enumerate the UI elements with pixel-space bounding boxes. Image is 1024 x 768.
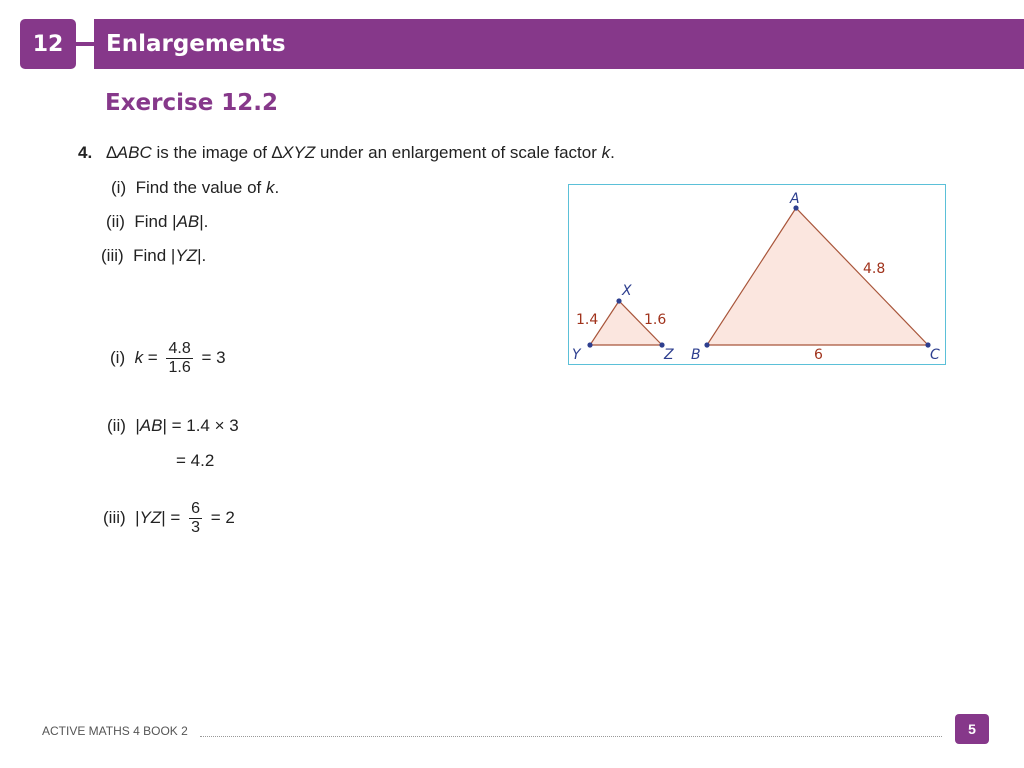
part-ii (106, 212, 208, 232)
fraction-denominator: 3 (191, 519, 200, 536)
vertex-label-x: X (622, 283, 632, 299)
side-label-xy: 1.4 (576, 312, 599, 328)
fraction (189, 500, 202, 537)
part-end: |. (199, 212, 209, 231)
solution-lhs: k (134, 347, 144, 367)
header-connector (76, 42, 94, 46)
part-text: Find the value of (135, 178, 262, 197)
vertex-dot-x (616, 298, 621, 303)
question-tail: is the image of (156, 143, 268, 162)
page-number: 5 (955, 714, 989, 744)
chapter-title: Enlargements (106, 31, 286, 57)
triangle-xyz: XYZ (282, 143, 316, 162)
question-number: 4. (78, 143, 93, 162)
triangle-symbol: ∆ (271, 143, 283, 162)
vertex-label-y: Y (572, 347, 581, 363)
part-i (111, 178, 279, 198)
question-tail2: under an enlargement of scale factor (319, 143, 597, 162)
solution-lhs: AB (139, 416, 163, 435)
exercise-title: Exercise 12.2 (105, 90, 279, 116)
part-label: (i) (111, 178, 127, 197)
solution-eq: = (170, 507, 181, 527)
part-label: (iii) (101, 246, 124, 265)
part-text: Find | (134, 212, 177, 231)
solution-eq: = (147, 347, 158, 367)
fraction-denominator: 1.6 (168, 359, 191, 376)
side-label-xz: 1.6 (644, 312, 667, 328)
solution-ii: (ii) |AB| = 1.4 × 3 (107, 416, 239, 435)
solution-iii: (iii) |YZ| = $\frac{6}{3}$ = 2 (103, 500, 235, 536)
solution-lhs: YZ (139, 507, 162, 527)
solution-ii-result: = 4.2 (176, 451, 215, 470)
triangles-svg (569, 185, 944, 363)
part-end: |. (197, 246, 207, 265)
triangle-abc: ABC (116, 143, 152, 162)
fraction-numerator: 4.8 (168, 340, 191, 357)
part-text: Find | (133, 246, 176, 265)
solution-label: (i) (110, 347, 126, 367)
part-label: (ii) (106, 212, 125, 231)
solution-expr: = 1.4 × 3 (171, 416, 239, 435)
part-end: . (274, 178, 280, 197)
fraction (166, 340, 192, 377)
question-statement: 4. ∆ABC is the image of ∆XYZ under an enlargement of scale factor k. (78, 143, 615, 162)
solution-result: = 2 (210, 507, 235, 527)
solution-label: (iii) (103, 507, 126, 527)
side-label-ac: 4.8 (863, 261, 886, 277)
side-label-bc: 6 (814, 347, 823, 363)
fraction-numerator: 6 (191, 500, 200, 517)
triangles-diagram (568, 184, 946, 365)
vertex-dot-b (704, 342, 709, 347)
vertex-label-a: A (790, 191, 800, 207)
scale-variable: k (601, 143, 611, 162)
solution-i (110, 340, 226, 377)
chapter-number-badge: 12 (20, 19, 76, 69)
chapter-title-bar (94, 19, 1024, 69)
footer-book-title: ACTIVE MATHS 4 BOOK 2 (42, 724, 188, 738)
vertex-dot-y (587, 342, 592, 347)
part-var: k (266, 178, 275, 197)
solution-result: = 3 (201, 347, 226, 367)
part-iii (101, 246, 206, 266)
footer-divider (200, 736, 942, 737)
vertex-label-b: B (691, 347, 701, 363)
triangle-symbol: ∆ (106, 143, 117, 162)
vertex-label-c: C (930, 347, 940, 363)
part-var: YZ (175, 246, 198, 265)
part-var: AB (176, 212, 200, 231)
large-triangle (707, 208, 928, 345)
vertex-label-z: Z (664, 347, 674, 363)
solution-label: (ii) (107, 416, 126, 435)
